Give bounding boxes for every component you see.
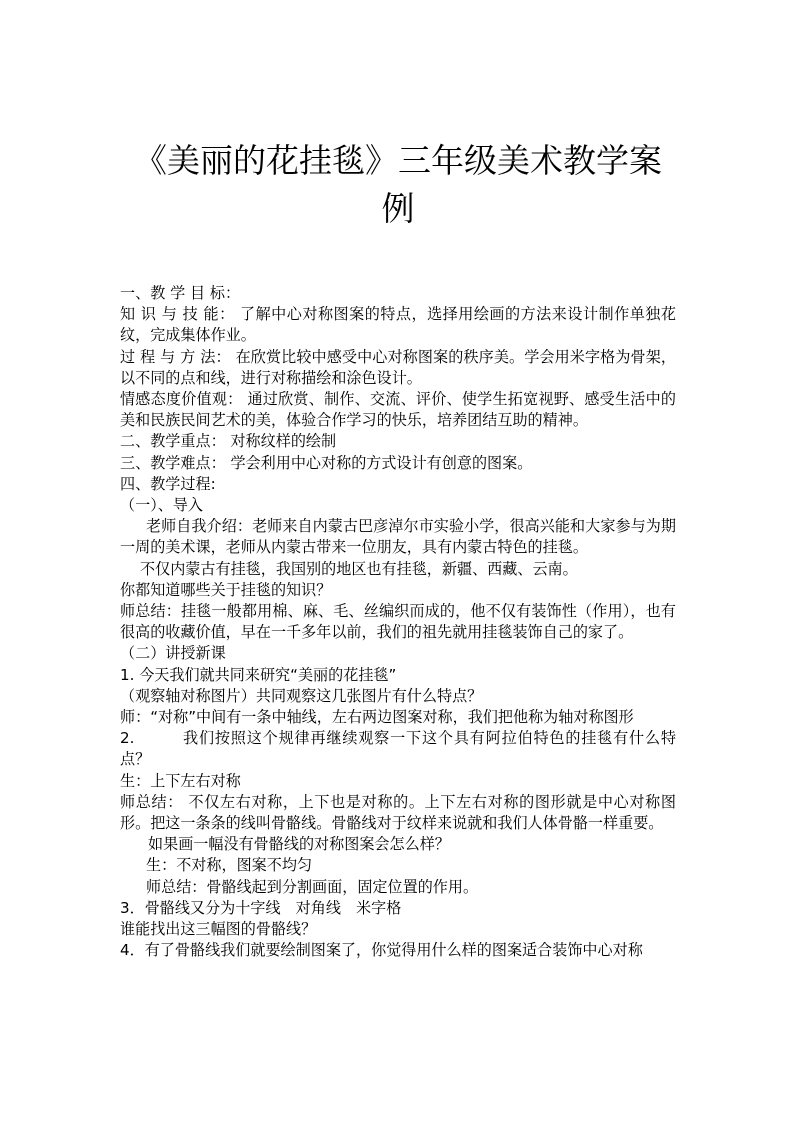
subsection-heading-intro: （一）、导入 (120, 496, 204, 515)
section-heading-process: 四、教学过程: (120, 474, 216, 493)
paragraph-student-answer-2: 生：不对称，图案不均匀 (146, 856, 313, 875)
subsection-heading-new-lesson: （二）讲授新课 (120, 644, 226, 663)
paragraph-teacher-summary-2: 师总结： 不仅左右对称，上下也是对称的。上下左右对称的图形就是中心对称图形。把这一条条的线叫骨骼线。骨骼线对于纹样来说就和我们人体骨骼一样重要。 (120, 792, 676, 833)
paragraph-knowledge-skills: 知 识 与 技 能： 了解中心对称图案的特点，选择用绘画的方法来设计制作单独花纹，完成集体作业。 (120, 305, 676, 345)
paragraph-teacher-intro: 老师自我介绍：老师来自内蒙古巴彦淖尔市实验小学，很高兴能和大家参与为期一周的美术课，老师从内蒙古带来一位朋友，具有内蒙古特色的挂毯。 (120, 517, 676, 557)
paragraph-teacher-summary-1: 师总结：挂毯一般都用棉、麻、毛、丝编织而成的，他不仅有装饰性（作用），也有很高的收藏价值，早在一千多年以前，我们的祖先就用挂毯装饰自己的家了。 (120, 602, 676, 642)
paragraph-item-1: 1. 今天我们就共同来研究“美丽的花挂毯” (120, 665, 397, 684)
paragraph-item-3: 3．骨骼线又分为十字线 对角线 米字格 (120, 898, 402, 917)
paragraph-emotion-values: 情感态度价值观： 通过欣赏、制作、交流、评价、使学生拓宽视野、感受生活中的美和民族民间艺术的美，体验合作学习的快乐，培养团结互助的精神。 (120, 390, 676, 430)
paragraph-item-4: 4．有了骨骼线我们就要绘制图案了，你觉得用什么样的图案适合装饰中心对称 (120, 941, 643, 960)
paragraph-teacher-summary-3: 师总结：骨骼线起到分割画面，固定位置的作用。 (146, 877, 479, 896)
paragraph-regions: 不仅内蒙古有挂毯，我国别的地区也有挂毯，新疆、西藏、云南。 (140, 559, 578, 578)
section-heading-objectives: 一、教 学 目 标： (120, 284, 241, 302)
paragraph-question-knowledge: 你都知道哪些关于挂毯的知识？ (120, 580, 332, 599)
section-heading-key-points: 二、教学重点： 对称纹样的绘制 (120, 432, 337, 451)
paragraph-student-answer-1: 生：上下左右对称 (120, 771, 241, 790)
paragraph-item-2: 2. 我们按照这个规律再继续观察一下这个具有阿拉伯特色的挂毯有什么特点？ (120, 729, 676, 769)
paragraph-question-find-lines: 谁能找出这三幅图的骨骼线？ (120, 920, 317, 939)
page-title: 《美丽的花挂毯》三年级美术教学案例 (134, 141, 662, 228)
paragraph-question-no-skeleton: 如果画一幅没有骨骼线的对称图案会怎么样？ (148, 835, 450, 854)
paragraph-observe-axis: （观察轴对称图片）共同观察这几张图片有什么特点？ (120, 686, 483, 705)
document-body (120, 283, 676, 962)
section-heading-difficulties: 三、教学难点： 学会利用中心对称的方式设计有创意的图案。 (120, 453, 533, 472)
paragraph-axis-symmetry: 师：“对称”中间有一条中轴线，左右两边图案对称，我们把他称为轴对称图形 (120, 708, 634, 727)
paragraph-process-methods: 过 程 与 方 法： 在欣赏比较中感受中心对称图案的秩序美。学会用米字格为骨架，以不同的点和线，进行对称描绘和涂色设计。 (120, 347, 676, 387)
